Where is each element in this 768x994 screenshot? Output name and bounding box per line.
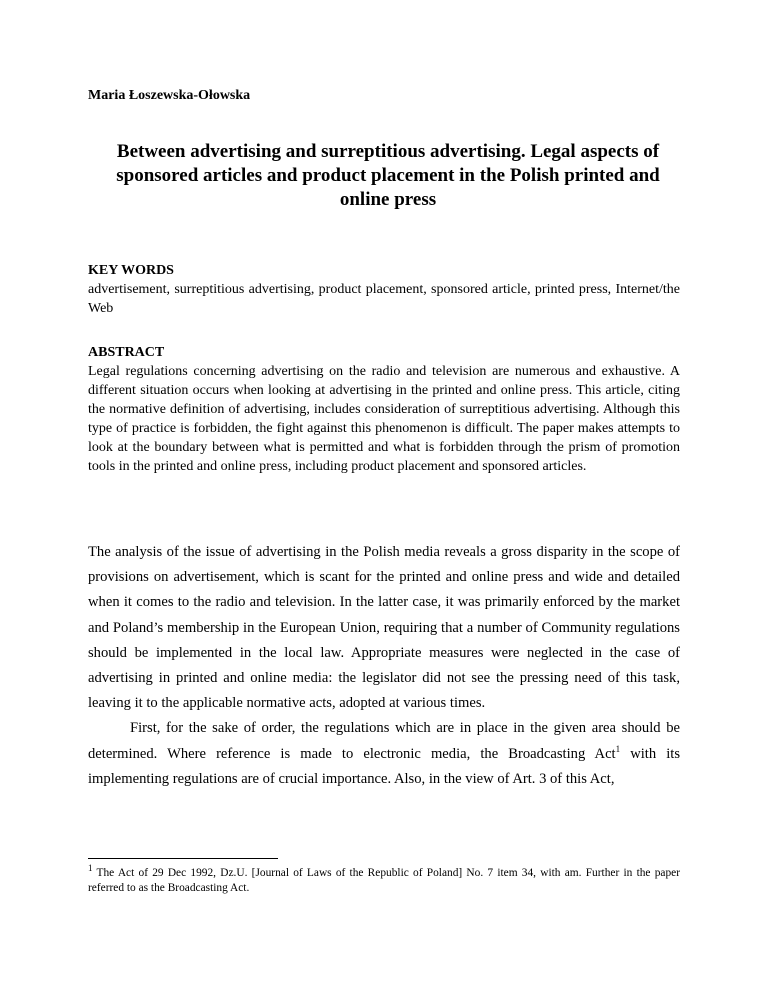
keywords-text: advertisement, surreptitious advertising, product placement, sponsored article, printed press, Internet/the Web — [88, 282, 680, 316]
footnote — [88, 863, 680, 896]
footnote-separator — [88, 858, 278, 859]
paper-title: Between advertising and surreptitious advertising. Legal aspects of sponsored articles and product placement in the Polish printed and online press — [116, 141, 660, 210]
body-paragraph-1: The analysis of the issue of advertising in the Polish media reveals a gross disparity in the scope of provisions on advertisement, which is scant for the printed and online press and wide and detailed when it comes to the radio and television. In the latter case, it was primarily enforced by the market and Poland’s membership in the European Union, requiring that a number of Community regulations should be implemented in the local law. Appropriate measures were neglected in the case of advertising in printed and online media: the legislator did not see the pressing need of this task, leaving it to the applicable normative acts, adopted at various times. — [88, 544, 680, 712]
keywords-section — [88, 262, 680, 318]
paragraph-2-text-start: First, for the sake of order, the regulations which are in place in the given area should be determined. Where reference is made to electronic media, the Broadcasting Act — [88, 720, 680, 762]
footnote-reference[interactable]: 1 — [615, 743, 621, 754]
abstract-text: Legal regulations concerning advertising on the radio and television are numerous and exhaustive. A different situation occurs when looking at advertising in the printed and online press. This article, citing the normative definition of advertising, includes consideration of surreptitious advertising. Although this type of practice is forbidden, the fight against this phenomenon is difficult. The paper makes attempts to look at the boundary between what is permitted and what is forbidden through the prism of promotion tools in the printed and online press, including product placement and sponsored articles. — [88, 364, 680, 474]
body-paragraph-2 — [88, 716, 680, 792]
abstract-heading: ABSTRACT — [88, 345, 165, 360]
main-body — [88, 540, 680, 792]
paragraph-2-text-end: with its implementing regulations are of crucial importance. Also, in the view of Art. 3 of this Act, — [88, 745, 681, 787]
footnote-marker: 1 — [88, 863, 93, 874]
footnote-text: The Act of 29 Dec 1992, Dz.U. [Journal of Laws of the Republic of Poland] No. 7 item 34, with am. Further in the paper referred to as the Broadcasting Act. — [88, 867, 680, 894]
author-name: Maria Łoszewska-Ołowska — [88, 88, 251, 103]
keywords-heading: KEY WORDS — [88, 263, 174, 278]
abstract-section — [88, 344, 680, 476]
